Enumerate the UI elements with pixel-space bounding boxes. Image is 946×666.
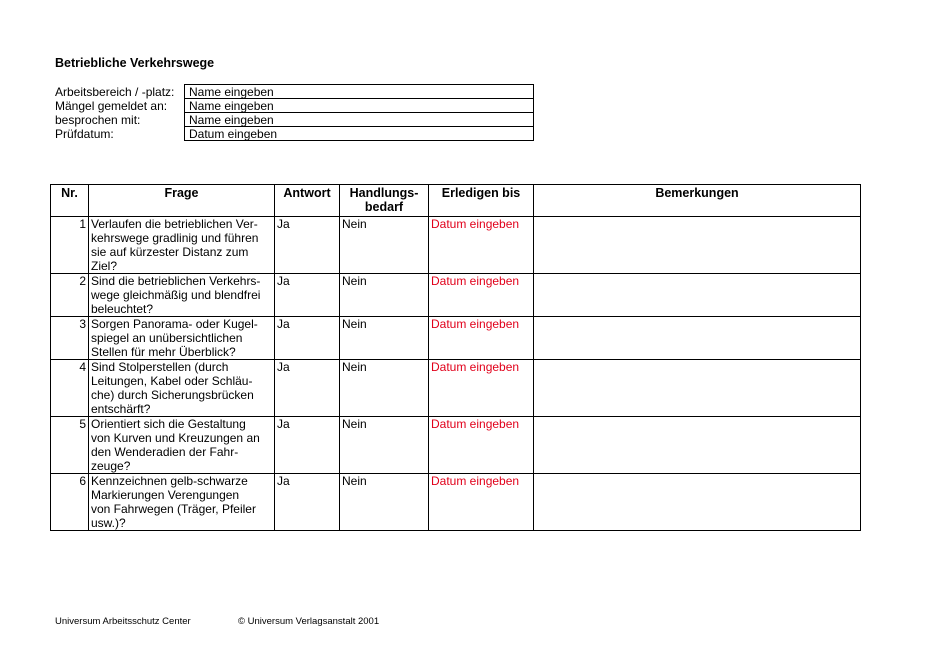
table-header-row: [51, 185, 861, 217]
page-title: Betriebliche Verkehrswege: [55, 56, 215, 70]
maengel-gemeldet-field[interactable]: Name eingeben: [184, 99, 534, 113]
row-number: 5: [51, 417, 89, 474]
table-row: [51, 360, 861, 417]
arbeitsbereich-field[interactable]: Name eingeben: [184, 84, 534, 99]
remarks-field[interactable]: [534, 417, 861, 474]
table-row: [51, 274, 861, 317]
question-text: Verlaufen die betrieblichen Ver- kehrswege gradlinig und führen sie auf kürzester Distanz zum Ziel?: [89, 217, 275, 274]
question-text: Orientiert sich die Gestaltung von Kurven und Kreuzungen an den Wenderadien der Fahr- zeuge?: [89, 417, 275, 474]
row-number: 1: [51, 217, 89, 274]
remarks-field[interactable]: [534, 317, 861, 360]
due-date-field[interactable]: Datum eingeben: [429, 474, 534, 531]
due-date-field[interactable]: Datum eingeben: [429, 217, 534, 274]
row-number: 2: [51, 274, 89, 317]
pruefdatum-field[interactable]: Datum eingeben: [184, 127, 534, 141]
column-header-antwort: Antwort: [275, 185, 340, 217]
answer-dropdown[interactable]: Ja: [275, 417, 340, 474]
answer-dropdown[interactable]: Ja: [275, 274, 340, 317]
table-body: [51, 217, 861, 531]
action-needed-dropdown[interactable]: Nein: [340, 317, 429, 360]
column-header-frage: Frage: [89, 185, 275, 217]
footer-publisher: Universum Arbeitsschutz Center: [55, 616, 191, 627]
due-date-field[interactable]: Datum eingeben: [429, 317, 534, 360]
action-needed-dropdown[interactable]: Nein: [340, 217, 429, 274]
footer-copyright: © Universum Verlagsanstalt 2001: [238, 616, 380, 627]
question-text: Sorgen Panorama- oder Kugel- spiegel an unübersichtlichen Stellen für mehr Überblick?: [89, 317, 275, 360]
table-row: [51, 417, 861, 474]
row-number: 4: [51, 360, 89, 417]
pruefdatum-label: Prüfdatum:: [55, 127, 114, 141]
answer-dropdown[interactable]: Ja: [275, 317, 340, 360]
action-needed-dropdown[interactable]: Nein: [340, 474, 429, 531]
answer-dropdown[interactable]: Ja: [275, 217, 340, 274]
column-header-nr: Nr.: [51, 185, 89, 217]
table-row: [51, 317, 861, 360]
remarks-field[interactable]: [534, 474, 861, 531]
answer-dropdown[interactable]: Ja: [275, 474, 340, 531]
question-text: Kennzeichnen gelb-schwarze Markierungen Verengungen von Fahrwegen (Träger, Pfeiler usw.)?: [89, 474, 275, 531]
column-header-bemerkungen: Bemerkungen: [534, 185, 861, 217]
due-date-field[interactable]: Datum eingeben: [429, 417, 534, 474]
due-date-field[interactable]: Datum eingeben: [429, 360, 534, 417]
due-date-field[interactable]: Datum eingeben: [429, 274, 534, 317]
action-needed-dropdown[interactable]: Nein: [340, 417, 429, 474]
question-text: Sind die betrieblichen Verkehrs- wege gleichmäßig und blendfrei beleuchtet?: [89, 274, 275, 317]
checklist-table: [50, 184, 861, 531]
row-number: 6: [51, 474, 89, 531]
arbeitsbereich-label: Arbeitsbereich / -platz:: [55, 85, 175, 99]
table-row: [51, 474, 861, 531]
question-text: Sind Stolperstellen (durch Leitungen, Kabel oder Schläu- che) durch Sicherungsbrücken entschärft?: [89, 360, 275, 417]
answer-dropdown[interactable]: Ja: [275, 360, 340, 417]
action-needed-dropdown[interactable]: Nein: [340, 274, 429, 317]
row-number: 3: [51, 317, 89, 360]
column-header-erledigen-bis: Erledigen bis: [429, 185, 534, 217]
table-row: [51, 217, 861, 274]
remarks-field[interactable]: [534, 360, 861, 417]
remarks-field[interactable]: [534, 217, 861, 274]
maengel-gemeldet-label: Mängel gemeldet an:: [55, 99, 168, 113]
column-header-handlungsbedarf: Handlungs- bedarf: [340, 185, 429, 217]
besprochen-mit-field[interactable]: Name eingeben: [184, 113, 534, 127]
remarks-field[interactable]: [534, 274, 861, 317]
action-needed-dropdown[interactable]: Nein: [340, 360, 429, 417]
besprochen-mit-label: besprochen mit:: [55, 113, 141, 127]
